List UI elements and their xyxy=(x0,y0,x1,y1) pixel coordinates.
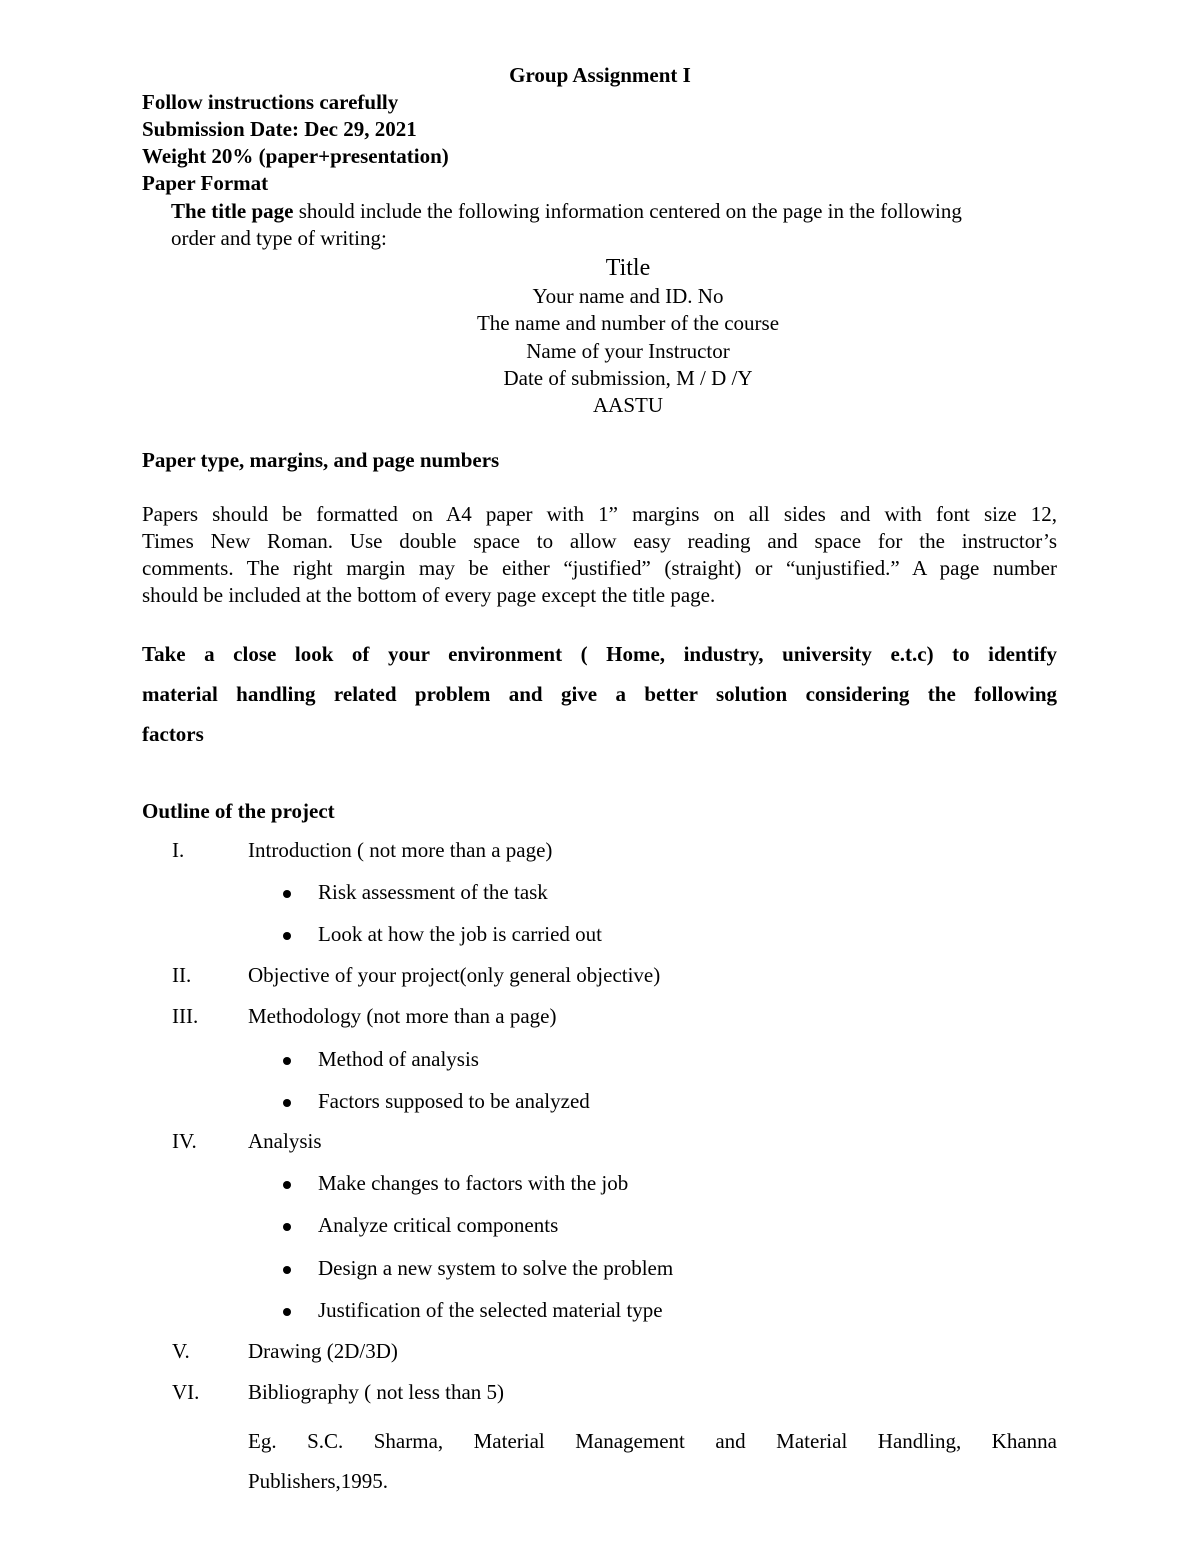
weight-line: Weight 20% (paper+presentation) xyxy=(142,144,449,168)
title-page-instruction xyxy=(171,198,962,225)
bullet-icon xyxy=(283,1308,291,1316)
document-heading: Group Assignment I xyxy=(509,63,691,87)
outline-item-introduction: Introduction ( not more than a page) xyxy=(248,838,553,862)
bullet-icon xyxy=(283,890,291,898)
instructions-line: Follow instructions carefully xyxy=(142,90,399,114)
title-page-rest: should include the following information centered on the page in the following xyxy=(293,199,962,223)
bullet-icon xyxy=(283,1057,291,1065)
title-block-date: Date of submission, M / D /Y xyxy=(503,366,753,390)
paper-format-heading: Paper Format xyxy=(142,171,269,195)
outline-number: II. xyxy=(172,963,192,987)
sub-item: Risk assessment of the task xyxy=(318,880,548,904)
paragraph-line: should be included at the bottom of every page except the title page. xyxy=(142,583,716,607)
outline-number: VI. xyxy=(172,1380,200,1404)
title-block-title: Title xyxy=(605,255,651,281)
paragraph-line: Papers should be formatted on A4 paper with 1” margins on all sides and with font size 12, xyxy=(142,502,1057,526)
title-page-instruction-line2: order and type of writing: xyxy=(171,226,387,250)
paper-type-heading: Paper type, margins, and page numbers xyxy=(142,448,500,472)
outline-item-bibliography: Bibliography ( not less than 5) xyxy=(248,1380,505,1404)
outline-heading: Outline of the project xyxy=(142,799,335,823)
paragraph-line: Times New Roman. Use double space to allow easy reading and space for the instructor’s xyxy=(142,529,1057,553)
sub-item: Analyze critical components xyxy=(318,1213,559,1237)
sub-item: Design a new system to solve the problem xyxy=(318,1256,674,1280)
sub-item: Factors supposed to be analyzed xyxy=(318,1089,590,1113)
paragraph-line: comments. The right margin may be either “justified” (straight) or “unjustified.” A page number xyxy=(142,556,1057,580)
title-block-instructor: Name of your Instructor xyxy=(526,339,730,363)
bullet-icon xyxy=(283,1099,291,1107)
sub-item: Look at how the job is carried out xyxy=(318,922,603,946)
outline-number: III. xyxy=(172,1004,199,1028)
outline-number: I. xyxy=(172,838,185,862)
title-block-school: AASTU xyxy=(592,393,663,417)
title-page-bold: The title page xyxy=(171,199,294,223)
bullet-icon xyxy=(283,932,291,940)
task-line: factors xyxy=(142,722,204,746)
bibliography-example xyxy=(248,1421,1057,1501)
bullet-icon xyxy=(283,1223,291,1231)
paper-type-paragraph xyxy=(142,501,1057,609)
outline-number: V. xyxy=(172,1339,190,1363)
task-paragraph xyxy=(142,634,1057,754)
bullet-icon xyxy=(283,1266,291,1274)
task-line: Take a close look of your environment ( Home, industry, university e.t.c) to identify xyxy=(142,642,1057,666)
example-line: Publishers,1995. xyxy=(248,1469,389,1493)
sub-item: Justification of the selected material type xyxy=(318,1298,663,1322)
outline-number: IV. xyxy=(172,1129,197,1153)
outline-item-drawing: Drawing (2D/3D) xyxy=(248,1339,398,1363)
submission-date-line: Submission Date: Dec 29, 2021 xyxy=(142,117,417,141)
sub-item: Make changes to factors with the job xyxy=(318,1171,629,1195)
outline-item-analysis: Analysis xyxy=(248,1129,322,1153)
title-block-name: Your name and ID. No xyxy=(532,284,724,308)
sub-item: Method of analysis xyxy=(318,1047,479,1071)
bullet-icon xyxy=(283,1181,291,1189)
outline-item-objective: Objective of your project(only general objective) xyxy=(248,963,661,987)
example-line: Eg. S.C. Sharma, Material Management and Material Handling, Khanna xyxy=(248,1429,1057,1453)
outline-item-methodology: Methodology (not more than a page) xyxy=(248,1004,557,1028)
task-line: material handling related problem and give a better solution considering the following xyxy=(142,682,1057,706)
title-block-course: The name and number of the course xyxy=(476,311,780,335)
